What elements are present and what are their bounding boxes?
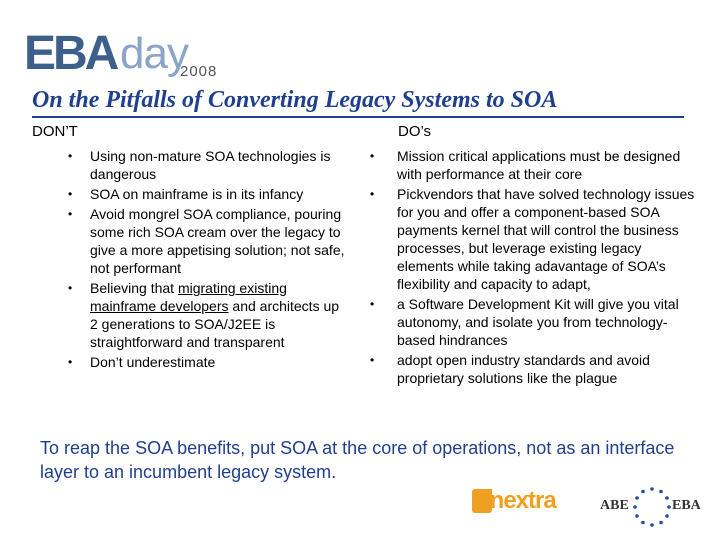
dont-item-text: Using non-mature SOA technologies is dangerous [90, 148, 331, 182]
dont-item [68, 353, 348, 371]
logo-eba-text: EBA [24, 27, 117, 80]
dos-heading: DO’s [398, 123, 432, 140]
bullet-icon: • [68, 207, 73, 221]
slide-title: On the Pitfalls of Converting Legacy Systems to SOA [32, 87, 558, 113]
dont-item-underlined: migrating existing mainframe developers [90, 280, 287, 314]
do-item [370, 185, 697, 293]
dont-item-text: SOA on mainframe is in its infancy [90, 186, 304, 202]
eba-logo-text: EBA [672, 498, 701, 513]
finextra-logo-text: inextra [484, 487, 556, 514]
dont-item [68, 279, 348, 351]
bullet-icon: • [68, 187, 73, 201]
dont-item [68, 147, 348, 183]
logo-year-text: 2008 [180, 63, 218, 80]
bullet-icon: • [370, 353, 375, 367]
dont-item-text: Don’t underestimate [90, 354, 216, 370]
bullet-icon: • [68, 355, 73, 369]
dont-item [68, 205, 348, 277]
do-item-text: a Software Development Kit will give you vital autonomy, and isolate you from technology-based hindrances [397, 296, 679, 348]
dont-item-text-post: and architects up 2 generations to SOA/J2EE is straightforward and transparent [90, 298, 340, 350]
dont-item [68, 185, 348, 203]
title-divider [32, 116, 684, 118]
finextra-logo [472, 485, 562, 519]
bullet-icon: • [370, 297, 375, 311]
abe-logo-text: ABE [600, 498, 629, 513]
do-item [370, 351, 697, 387]
do-item-text: Pickvendors that have solved technology issues for you and offer a component-based SOA payments kernel that will control the business processes, but leverage existing legacy elements while taking adavantage of SOA’s flexibility and capacity to adapt, [397, 186, 695, 292]
dont-list [68, 147, 348, 373]
logo-day-text: day [120, 29, 188, 78]
bullet-icon: • [370, 187, 375, 201]
dont-item-text-pre: Believing that [90, 280, 178, 296]
dos-list [370, 147, 697, 389]
dont-item-text: Avoid mongrel SOA compliance, pouring some rich SOA cream over the legacy to give a more appetising solution; not safe, not performant [90, 206, 345, 276]
bullet-icon: • [68, 281, 73, 295]
conclusion-text: To reap the SOA benefits, put SOA at the core of operations, not as an interface layer to an incumbent legacy system. [40, 438, 675, 482]
bullet-icon: • [370, 149, 375, 163]
do-item-text: adopt open industry standards and avoid proprietary solutions like the plague [397, 352, 650, 386]
bullet-icon: • [68, 149, 73, 163]
do-item [370, 295, 697, 349]
dont-heading: DON’T [32, 123, 78, 140]
abe-eba-logo [596, 484, 704, 530]
do-item [370, 147, 697, 183]
do-item-text: Mission critical applications must be designed with performance at their core [397, 148, 681, 182]
